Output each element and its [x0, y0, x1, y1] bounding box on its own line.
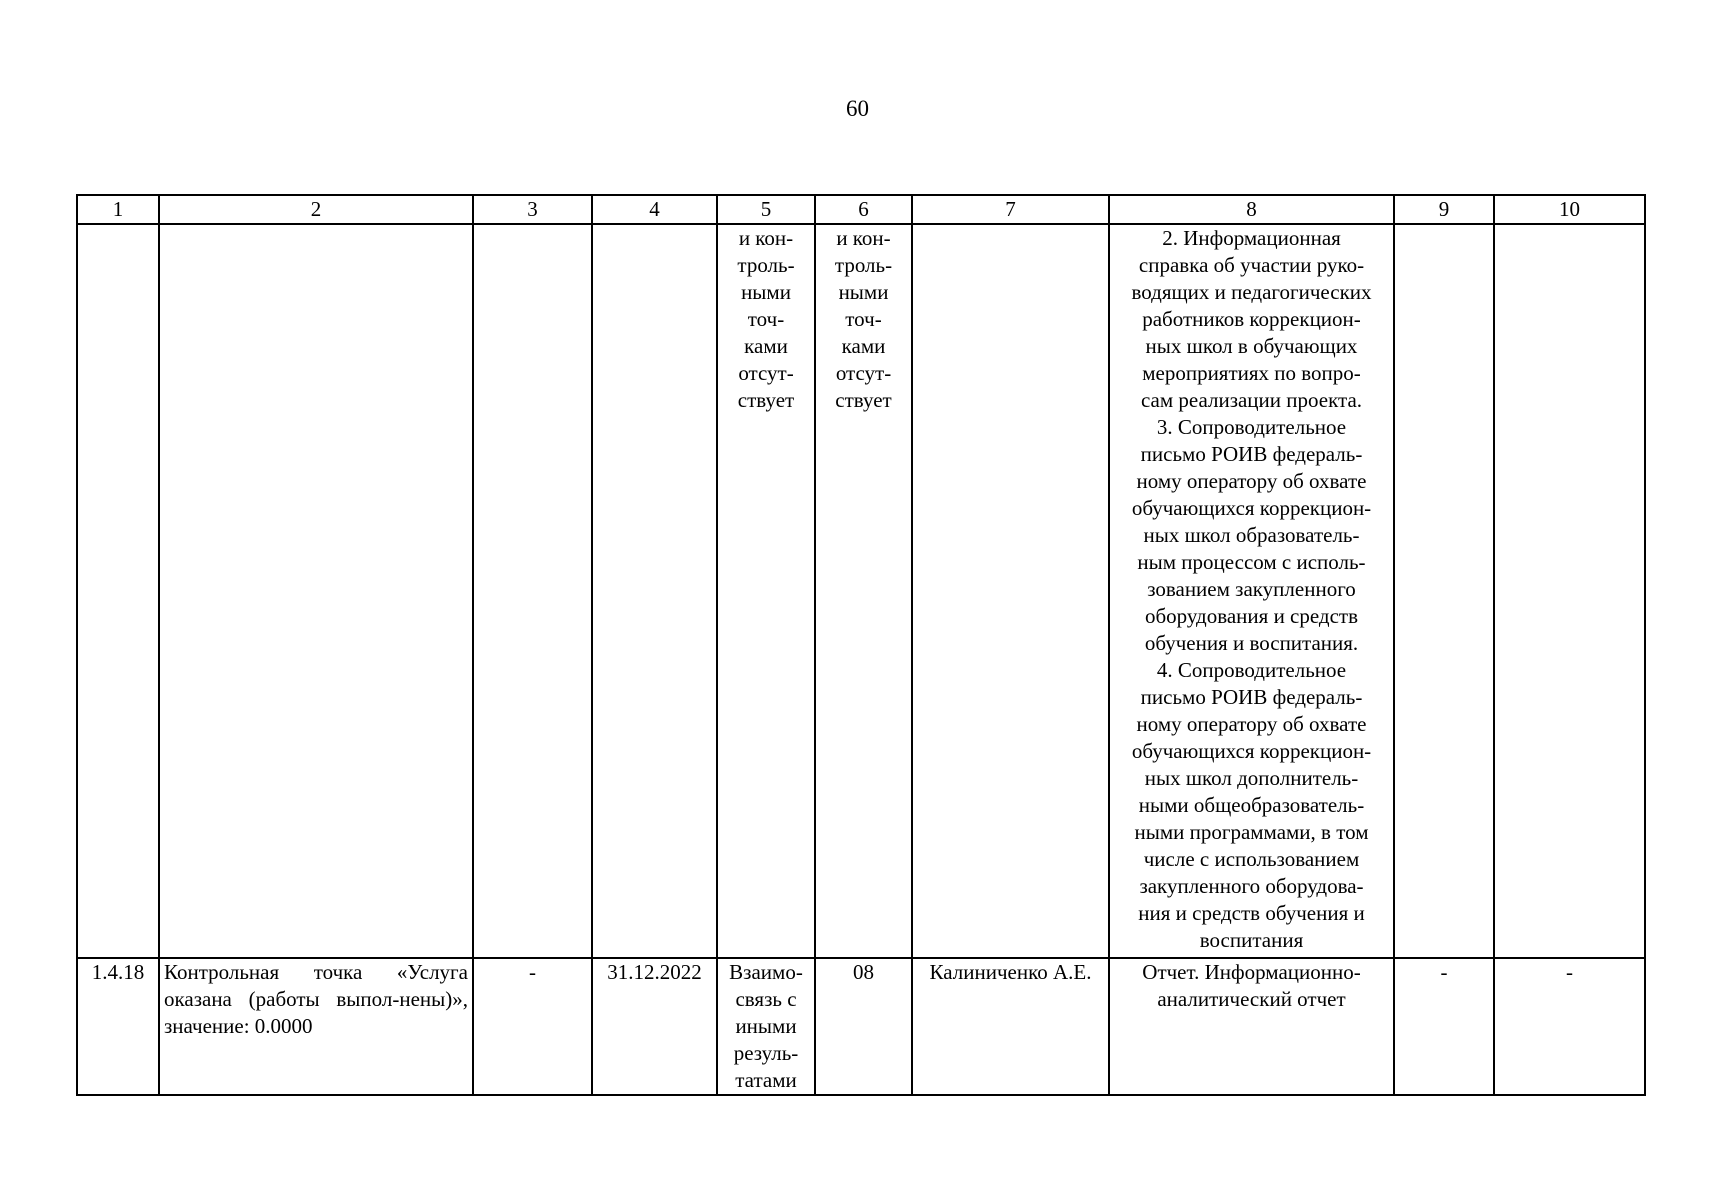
cell-line: 3. Сопроводительное [1156, 415, 1347, 439]
cell-line: ными [838, 280, 889, 304]
cell-r2-c6: 08 [815, 958, 912, 1095]
document-table [76, 194, 1646, 1096]
cell-line: обучения и воспитания. [1144, 631, 1359, 655]
header-col-8: 8 [1109, 195, 1394, 224]
cell-r2-c7: Калиниченко А.Е. [912, 958, 1109, 1095]
cell-line: обучающихся коррекцион- [1131, 739, 1372, 763]
cell-line: татами [735, 1068, 797, 1092]
cell-line: ками [744, 334, 788, 358]
cell-line: письмо РОИВ федераль- [1140, 442, 1363, 466]
cell-line: водящих и педагогических [1131, 280, 1372, 304]
cell-line: ных школ образователь- [1143, 523, 1360, 547]
cell-r2-c9: - [1394, 958, 1494, 1095]
cell-line: точ- [747, 307, 785, 331]
cell-line: ным процессом с исполь- [1137, 550, 1366, 574]
cell-r2-c2: Контрольная точка «Услуга оказана (работы выпол-нены)», значение: 0.0000 [159, 958, 473, 1095]
cell-r1-c8 [1109, 224, 1394, 958]
cell-line: мероприятиях по вопро- [1142, 361, 1361, 385]
cell-line: ными общеобразователь- [1138, 793, 1365, 817]
cell-line: воспитания [1199, 928, 1304, 952]
cell-line: работников коррекцион- [1142, 307, 1361, 331]
cell-r1-c9 [1394, 224, 1494, 958]
header-col-4: 4 [592, 195, 717, 224]
cell-line: и кон- [738, 226, 794, 250]
cell-line: Взаимо- [729, 960, 803, 984]
cell-r1-c4 [592, 224, 717, 958]
cell-line: числе с использованием [1143, 847, 1360, 871]
cell-line: отсут- [835, 361, 892, 385]
cell-r2-c4: 31.12.2022 [592, 958, 717, 1095]
table-row-1-4-18 [77, 958, 1645, 1095]
cell-line: 2. Информационная [1162, 226, 1341, 250]
cell-line: 4. Сопроводительное [1156, 658, 1347, 682]
cell-line: ния и средств обучения и [1138, 901, 1365, 925]
cell-line: ному оператору об охвате [1136, 712, 1367, 736]
cell-r1-c10 [1494, 224, 1645, 958]
cell-line: отсут- [738, 361, 794, 385]
cell-line: справка об участии руко- [1138, 253, 1365, 277]
page-number: 60 [846, 96, 869, 121]
cell-line: зованием закупленного [1147, 577, 1356, 601]
cell-line: закупленного оборудова- [1139, 874, 1364, 898]
header-col-2: 2 [159, 195, 473, 224]
header-col-1: 1 [77, 195, 159, 224]
cell-r2-c8 [1109, 958, 1394, 1095]
header-col-7: 7 [912, 195, 1109, 224]
cell-line: письмо РОИВ федераль- [1140, 685, 1363, 709]
cell-line: ствует [835, 388, 892, 412]
cell-line: ных школ дополнитель- [1144, 766, 1359, 790]
cell-line: резуль- [733, 1041, 799, 1065]
header-col-5: 5 [717, 195, 815, 224]
cell-line: ных школ в обучающих [1145, 334, 1358, 358]
cell-line: оборудования и средств [1144, 604, 1359, 628]
cell-line: ствует [737, 388, 795, 412]
header-row [77, 195, 1645, 224]
cell-line: иными [735, 1014, 797, 1038]
cell-r2-c1: 1.4.18 [77, 958, 159, 1095]
cell-r1-c5 [717, 224, 815, 958]
cell-r1-c1 [77, 224, 159, 958]
header-col-9: 9 [1394, 195, 1494, 224]
cell-line: обучающихся коррекцион- [1131, 496, 1372, 520]
cell-line: связь с [735, 987, 797, 1011]
header-col-6: 6 [815, 195, 912, 224]
cell-line: троль- [834, 253, 893, 277]
table-row-continuation [77, 224, 1645, 958]
cell-r2-c5 [717, 958, 815, 1095]
cell-r2-c10: - [1494, 958, 1645, 1095]
cell-r1-c3 [473, 224, 592, 958]
cell-line: сам реализации проекта. [1140, 388, 1363, 412]
cell-r2-c3: - [473, 958, 592, 1095]
cell-r1-c6 [815, 224, 912, 958]
cell-line: ному оператору об охвате [1136, 469, 1367, 493]
header-col-3: 3 [473, 195, 592, 224]
cell-r1-c2 [159, 224, 473, 958]
cell-line: Отчет. Информационно- [1142, 960, 1361, 984]
header-col-10: 10 [1494, 195, 1645, 224]
cell-r1-c7 [912, 224, 1109, 958]
cell-line: аналитический отчет [1157, 987, 1346, 1011]
cell-line: ными программами, в том [1134, 820, 1369, 844]
cell-line: ками [841, 334, 886, 358]
cell-line: ными [741, 280, 791, 304]
cell-line: точ- [845, 307, 882, 331]
cell-line: и кон- [836, 226, 891, 250]
cell-line: троль- [737, 253, 795, 277]
